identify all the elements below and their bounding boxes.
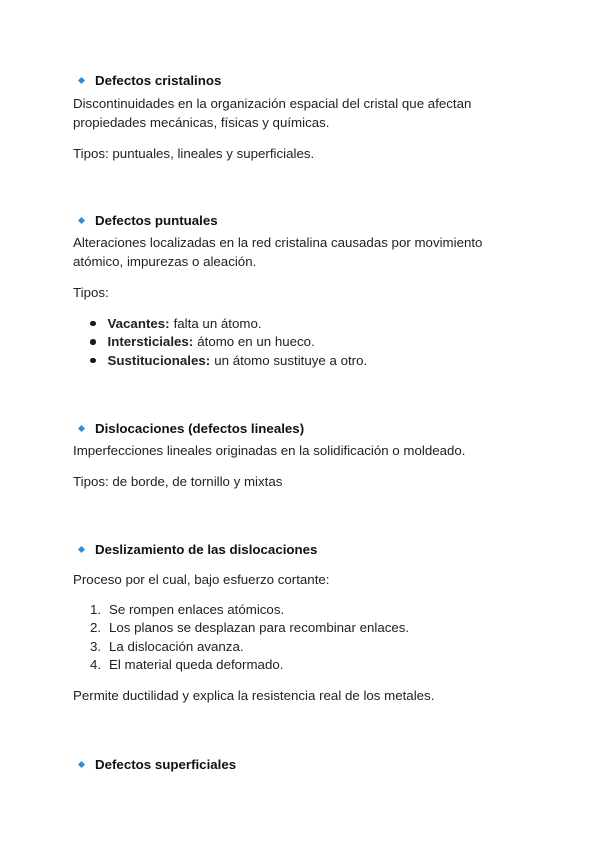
section-paragraph: Discontinuidades en la organización espacial del cristal que afectan propiedades mecánicas, físicas y químicas. — [73, 96, 472, 130]
list-item — [90, 656, 409, 675]
list-item-text: Los planos se desplazan para recombinar enlaces. — [109, 620, 410, 636]
section-heading-dislocaciones — [78, 419, 304, 437]
list-item — [90, 351, 367, 370]
diamond-bullet-icon — [78, 76, 85, 83]
list-item-term: Sustitucionales: — [107, 352, 211, 368]
list-item-text: Se rompen enlaces atómicos. — [109, 601, 285, 617]
section-paragraph: Imperfecciones lineales originadas en la solidificación o moldeado. — [73, 443, 466, 458]
list-item-text: átomo en un hueco. — [197, 334, 315, 350]
section-title: Deslizamiento de las dislocaciones — [95, 541, 318, 557]
list-item-text: un átomo sustituye a otro. — [214, 352, 368, 368]
bullet-dot-icon — [90, 321, 96, 327]
list-item-number: 3. — [90, 638, 102, 654]
list-item — [90, 333, 367, 352]
section-paragraph: Proceso por el cual, bajo esfuerzo cortante: — [73, 572, 330, 587]
section-title: Defectos puntuales — [95, 212, 218, 228]
numbered-list — [90, 600, 409, 674]
list-item — [90, 637, 409, 656]
section-title: Dislocaciones (defectos lineales) — [95, 420, 305, 436]
bullet-dot-icon — [90, 339, 96, 345]
list-item — [90, 600, 409, 619]
diamond-bullet-icon — [78, 760, 85, 767]
section-heading-defectos-superficiales — [78, 755, 236, 773]
section-title: Defectos superficiales — [95, 756, 237, 772]
section-paragraph: Tipos: — [73, 285, 109, 300]
list-item-number: 4. — [90, 657, 102, 673]
section-title: Defectos cristalinos — [95, 72, 222, 88]
list-item-text: La dislocación avanza. — [109, 638, 244, 654]
list-item-term: Vacantes: — [107, 315, 170, 331]
bullet-dot-icon — [90, 358, 96, 364]
diamond-bullet-icon — [78, 216, 85, 223]
list-item-term: Intersticiales: — [107, 334, 194, 350]
list-item-text: falta un átomo. — [173, 315, 262, 331]
section-heading-defectos-cristalinos — [78, 71, 221, 89]
diamond-bullet-icon — [78, 424, 85, 431]
section-paragraph: Permite ductilidad y explica la resistencia real de los metales. — [73, 688, 435, 703]
bullet-list — [90, 314, 367, 370]
section-paragraph: Tipos: puntuales, lineales y superficiales. — [73, 146, 315, 161]
list-item-number: 1. — [90, 601, 102, 617]
list-item — [90, 619, 409, 638]
section-paragraph: Tipos: de borde, de tornillo y mixtas — [73, 474, 283, 489]
list-item — [90, 314, 367, 333]
section-paragraph: Alteraciones localizadas en la red cristalina causadas por movimiento atómico, impurezas o aleación. — [73, 235, 483, 269]
list-item-text: El material queda deformado. — [109, 657, 284, 673]
section-heading-defectos-puntuales — [78, 211, 218, 229]
diamond-bullet-icon — [78, 545, 85, 552]
list-item-number: 2. — [90, 620, 102, 636]
section-heading-deslizamiento — [78, 540, 317, 558]
